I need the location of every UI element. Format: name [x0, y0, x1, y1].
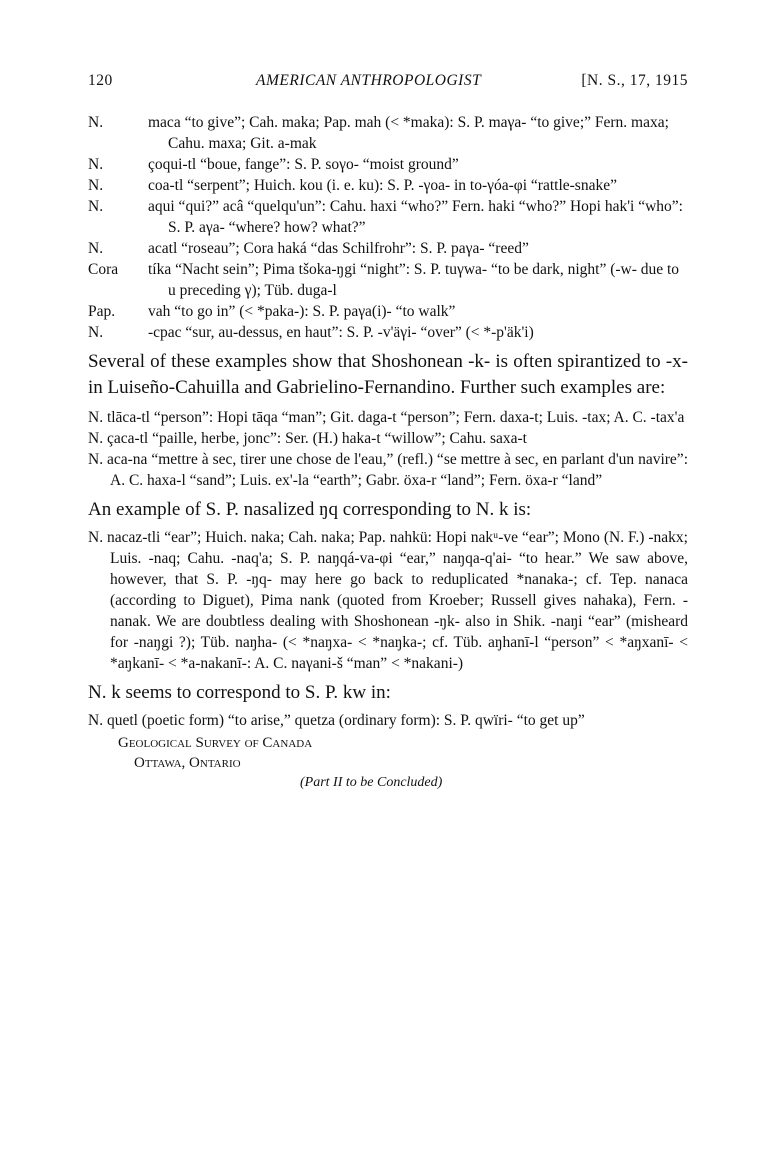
list-item [88, 112, 688, 154]
continuation-note: (Part II to be Concluded) [300, 775, 443, 790]
language-abbrev: N. [88, 324, 104, 341]
language-abbrev: N. [88, 156, 104, 173]
etymology-text: aqui “qui?” acâ “quelqu'un”: Cahu. haxi “who?” Fern. haki “who?” Hopi hak'i “who”: S. P. aγa- “where? how? what?” [148, 198, 683, 236]
list-item [88, 154, 688, 175]
etymology-text: vah “to go in” (< *paka-): S. P. paγa(i)- “to walk” [148, 303, 456, 320]
language-abbrev: N. [88, 198, 104, 215]
list-item: N. tlāca-tl “person”: Hopi tāqa “man”; Git. daga-t “person”; Fern. daxa-t; Luis. -tax; A. C. -tax'a [88, 409, 685, 426]
list-item: N. quetl (poetic form) “to arise,” quetza (ordinary form): S. P. qwïri- “to get up” [88, 712, 585, 729]
list-item [88, 301, 688, 322]
language-abbrev: N. [88, 240, 104, 257]
etymology-text: -cpac “sur, au-dessus, en haut”: S. P. -v'äγi- “over” (< *-p'äk'i) [148, 324, 534, 341]
journal-title: AMERICAN ANTHROPOLOGIST [256, 72, 482, 89]
page [88, 70, 688, 793]
etymology-text: coa-tl “serpent”; Huich. kou (i. e. ku): S. P. -γoa- in to-γóa-φi “rattle-snake” [148, 177, 617, 194]
list-item [88, 175, 688, 196]
page-number: 120 [88, 72, 113, 89]
language-abbrev: N. [88, 114, 104, 131]
body-paragraph: Several of these examples show that Shoshonean -k- is often spirantized to -x- in Luiseño-Cahuilla and Gabrielino-Fernandino. Further such examples are: [88, 351, 688, 398]
etymology-text: acatl “roseau”; Cora haká “das Schilfrohr”: S. P. paγa- “reed” [148, 240, 529, 257]
volume-info: [N. S., 17, 1915 [581, 72, 688, 89]
affiliation-location: Ottawa, Ontario [134, 755, 241, 771]
list-item: N. aca-na “mettre à sec, tirer une chose de l'eau,” (refl.) “se mettre à sec, en parlant d'un navire”: A. C. haxa-l “sand”; Luis. ex'-la “earth”; Gabr. öxa-r “land”; Fern. öxa-r “land” [88, 451, 688, 489]
list-item: N. nacaz-tli “ear”; Huich. naka; Cah. naka; Pap. nahkü: Hopi nakᵘ-ve “ear”; Mono (N. F.) -nakx; Luis. -naq; Cahu. -naq'a; S. P. naŋqá-va-φi “ear,” naŋqa-q'ai- “to hear.” We saw above, however, that S. P. -ŋq- may here go back to reduplicated *nanaka-; cf. Tep. nanaca (according to Diguet), Pima nank (quoted from Kroeber; Russell gives nahaka), Fern. -nanak. We are doubtless dealing with Shoshonean -ŋk- also in Shik. -naŋi “ear” (misheard for -naŋgi ?); Tüb. naŋha- (< *naŋxa- < *naŋka-; cf. Tüb. aŋhanī-l “person” < *aŋxanī- < *aŋkanī- < *a-nakanī-: A. C. naγani-š “man” < *nakani-) [88, 529, 688, 672]
list-item [88, 196, 688, 238]
list-item [88, 238, 688, 259]
language-abbrev: Pap. [88, 303, 116, 320]
etymology-text: çoqui-tl “boue, fange”: S. P. soγo- “moist ground” [148, 156, 459, 173]
etymology-text: tíka “Nacht sein”; Pima tšoka-ŋgi “night”: S. P. tuγwa- “to be dark, night” (-w- due to u preceding γ); Tüb. duga-l [148, 261, 680, 299]
language-abbrev: N. [88, 177, 104, 194]
list-item [88, 259, 688, 301]
body-paragraph: An example of S. P. nasalized ŋq corresponding to N. k is: [88, 499, 532, 520]
etymology-text: maca “to give”; Cah. maka; Pap. mah (< *maka): S. P. maγa- “to give;” Fern. maxa; Cahu. maxa; Git. a-mak [148, 114, 669, 152]
language-abbrev: Cora [88, 261, 119, 278]
body-paragraph: N. k seems to correspond to S. P. kw in: [88, 682, 391, 703]
list-item [88, 322, 688, 343]
running-header [88, 70, 688, 94]
list-item: N. çaca-tl “paille, herbe, jonc”: Ser. (H.) haka-t “willow”; Cahu. saxa-t [88, 430, 527, 447]
affiliation-line: Geological Survey of Canada [118, 735, 313, 751]
